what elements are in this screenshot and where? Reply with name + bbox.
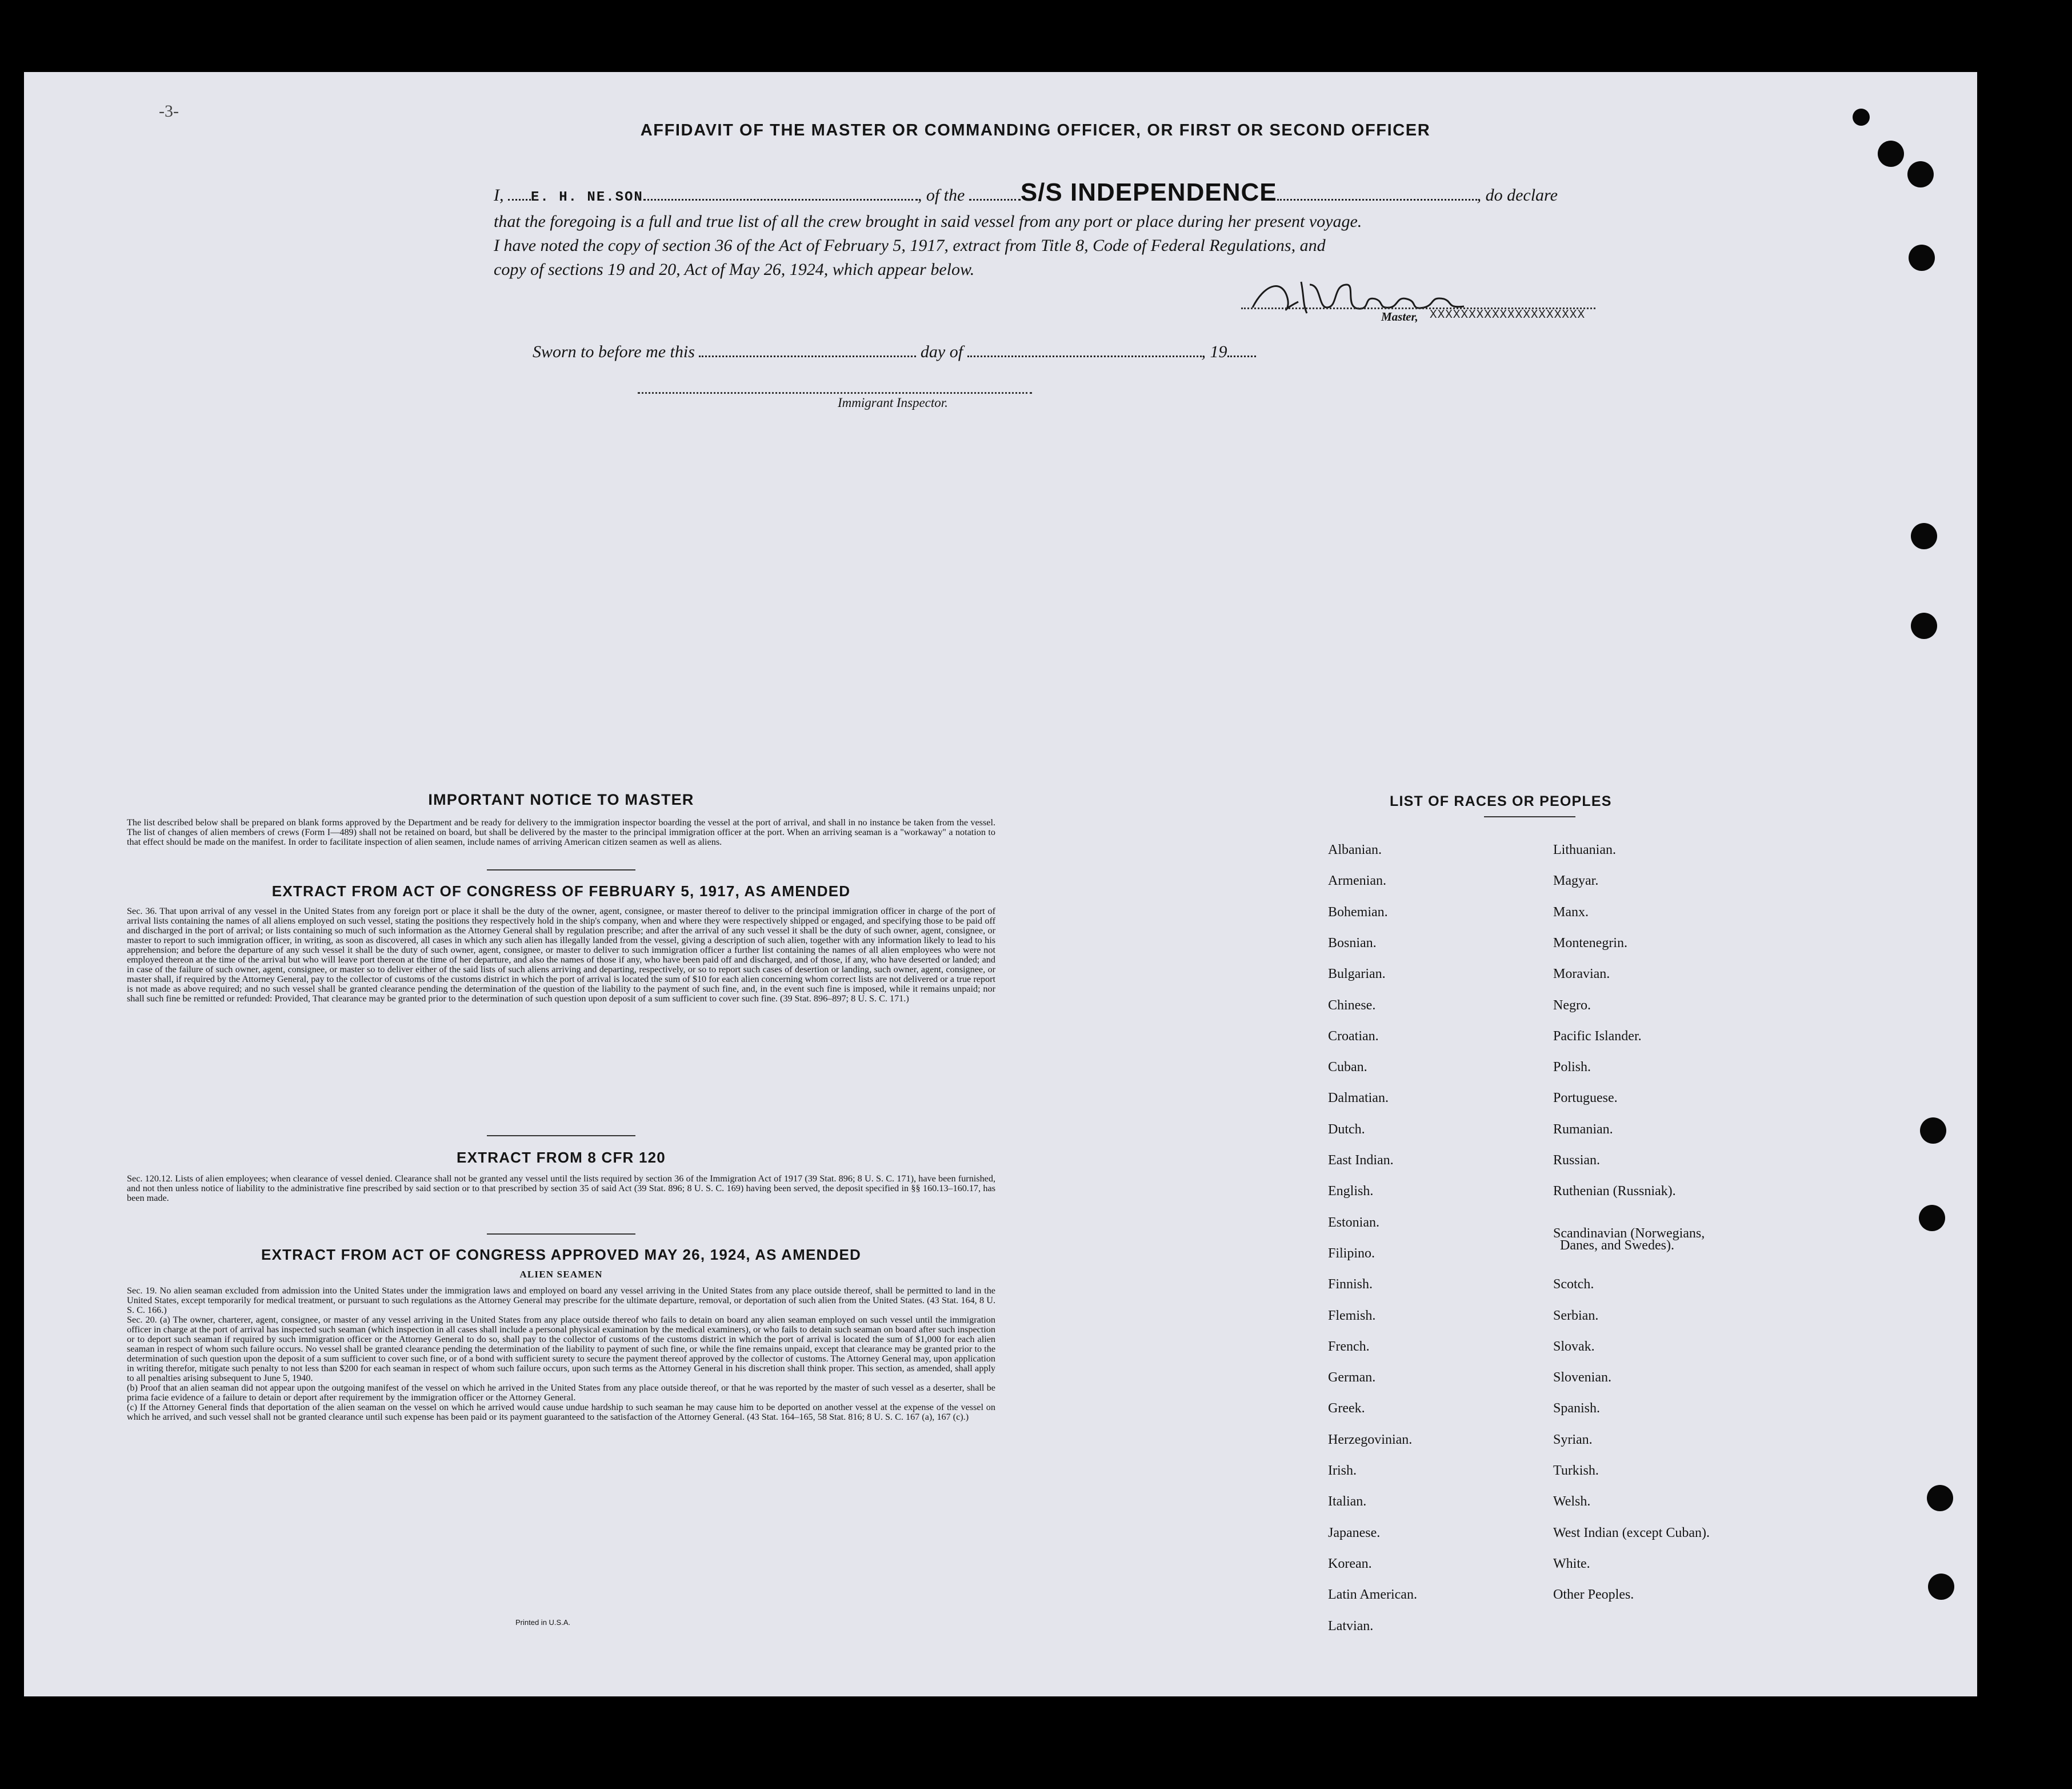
race-item: Scotch. (1553, 1277, 1594, 1292)
punch-hole (1919, 1205, 1945, 1231)
race-item: Ruthenian (Russniak). (1553, 1184, 1676, 1199)
race-item: Pacific Islander. (1553, 1028, 1642, 1044)
race-item: Italian. (1328, 1494, 1367, 1510)
section-20c-paragraph: (c) If the Attorney General finds that deportation of the alien seaman on the vessel on which he arrived would cause undue hardship to such seaman he may cause him to be deported on another vessel at the expense of the vessel on which he arrived, and such vessel shall not be granted clearance until such expense has been paid or its payment guaranteed to the satisfaction of the Attorney General. (43 Stat. 164–165, 58 Stat. 816; 8 U. S. C. 167 (a), 167 (c).) (127, 1402, 995, 1422)
document-page (24, 72, 1977, 1696)
extract-1924-body (127, 1286, 995, 1422)
race-item: Montenegrin. (1553, 935, 1627, 951)
punch-hole (1909, 245, 1935, 271)
race-item: Portuguese. (1553, 1091, 1618, 1106)
race-item: German. (1328, 1370, 1376, 1385)
race-item: Greek. (1328, 1401, 1365, 1416)
inspector-signature-line (638, 392, 1032, 394)
declaration-line-4: copy of sections 19 and 20, Act of May 26, 1924, which appear below. (494, 260, 975, 279)
race-item: Lithuanian. (1553, 842, 1616, 857)
race-item: Korean. (1328, 1556, 1372, 1571)
punch-hole (1911, 613, 1937, 639)
race-item: Latin American. (1328, 1587, 1417, 1603)
race-item: Other Peoples. (1553, 1587, 1634, 1603)
punch-hole (1928, 1574, 1954, 1600)
race-item: Chinese. (1328, 997, 1376, 1013)
race-item-continuation: Danes, and Swedes). (1560, 1237, 1674, 1253)
divider (1484, 816, 1575, 817)
race-item: Estonian. (1328, 1215, 1379, 1230)
race-item: Irish. (1328, 1463, 1357, 1478)
master-label: Master, (1381, 310, 1418, 324)
punch-hole (1907, 161, 1934, 187)
race-item: Turkish. (1553, 1463, 1599, 1478)
divider (487, 1233, 635, 1235)
extract-cfr-title: EXTRACT FROM 8 CFR 120 (457, 1149, 666, 1166)
race-item: Magyar. (1553, 873, 1599, 889)
race-item: Syrian. (1553, 1432, 1593, 1447)
race-item: Cuban. (1328, 1060, 1367, 1075)
race-item: Rumanian. (1553, 1121, 1613, 1137)
race-item: Dutch. (1328, 1121, 1365, 1137)
race-item: Latvian. (1328, 1618, 1374, 1634)
section-20a-paragraph: Sec. 20. (a) The owner, charterer, agent, consignee, or master of any vessel arriving in the United States from any place outside thereof who fails to detain on board any alien seaman employed on such vessel until the immigration officer in charge at the port of arrival has inspected such seaman (which inspection in all cases shall include a personal physical examination by the medical examiners), or who fails to detain such seaman on board after such inspection or to deport such seaman if required by such immigration officer or the Attorney General to do so, shall pay to the collector of customs of the customs district in which the port of arrival is located the sum of $1,000 for each alien seaman in respect of whom such failure occurs. No vessel shall be granted clearance pending the determination of the liability to payment of such fine, or while the fine remains unpaid, except that clearance may be granted prior to the determination of such question upon the deposit of a sum sufficient to cover such fine, or of a bond with sufficient surety to secure the payment thereof approved by the collector of customs. The Attorney General may, upon application in writing therefor, mitigate such penalty to not less than $200 for each seaman in respect of whom such failure occurs, upon such terms as the Attorney General in his discretion shall think proper. This section, as amended, shall apply to all penalties arising subsequent to June 5, 1940. (127, 1315, 995, 1383)
race-item: Bulgarian. (1328, 967, 1386, 982)
extract-cfr-body: Sec. 120.12. Lists of alien employees; when clearance of vessel denied. Clearance shall not be granted any vessel until the lists required by section 36 of the Immigration Act of 1917 (39 Stat. 896; 8 U. S. C. 171), have been furnished, and not then unless notice of liability to the administrative fine prescribed by said section or to that prescribed by section 35 of said Act (39 Stat. 896; 8 U. S. C. 169) having been served, the deposit specified in §§ 160.13–160.17, has been made. (127, 1173, 995, 1203)
alien-seamen-subtitle: ALIEN SEAMEN (519, 1269, 603, 1280)
race-item: Slovenian. (1553, 1370, 1611, 1385)
race-item: Polish. (1553, 1060, 1591, 1075)
vessel-name-stamp: S/S INDEPENDENCE (1020, 178, 1277, 206)
race-item: Flemish. (1328, 1308, 1376, 1323)
race-item: English. (1328, 1184, 1374, 1199)
race-item: Welsh. (1553, 1494, 1591, 1510)
section-20b-paragraph: (b) Proof that an alien seaman did not appear upon the outgoing manifest of the vessel on which he arrived in the United States from any place outside thereof, or that he was reported by the master of such vessel as a deserter, shall be prima facie evidence of a failure to detain or deport after requirement by the immigration officer or the Attorney General. (127, 1383, 995, 1403)
typed-strikeout: XXXXXXXXXXXXXXXXXXXX (1430, 309, 1586, 322)
race-item: Scandinavian (Norwegians, Danes, and Swedes). (1553, 1225, 1705, 1253)
race-item: West Indian (except Cuban). (1553, 1525, 1710, 1540)
race-item: Finnish. (1328, 1277, 1373, 1292)
extract-1924-title: EXTRACT FROM ACT OF CONGRESS APPROVED MAY 26, 1924, AS AMENDED (261, 1246, 862, 1263)
race-item: East Indian. (1328, 1153, 1394, 1168)
punch-hole (1911, 523, 1937, 549)
divider (487, 869, 635, 870)
race-item: Russian. (1553, 1153, 1601, 1168)
divider (487, 1135, 635, 1136)
notice-body: The list described below shall be prepared on blank forms approved by the Department and be ready for delivery to the immigration inspector boarding the vessel at the port of arrival, and shall in no instance be taken from the vessel. The list of changes of alien members of crews (Form I—489) shall not be retained on board, but shall be delivered by the master to the principal immigration officer at the port. When an arriving seaman is a "workaway" a notation to that effect should be made on the manifest. In order to facilitate inspection of alien seamen, include names of arriving American citizen seamen as well as aliens. (127, 817, 995, 847)
race-item: Herzegovinian. (1328, 1432, 1413, 1447)
punch-hole (1920, 1117, 1946, 1144)
race-item: Dalmatian. (1328, 1091, 1389, 1106)
extract-1917-title: EXTRACT FROM ACT OF CONGRESS OF FEBRUARY 5, 1917, AS AMENDED (271, 882, 851, 900)
master-name-typed: E. H. NE.SON (531, 190, 643, 205)
race-item: Bosnian. (1328, 935, 1377, 951)
race-item: Japanese. (1328, 1525, 1381, 1540)
race-item: Filipino. (1328, 1245, 1375, 1261)
sworn-line: Sworn to before me this day of , 19 (533, 341, 1256, 362)
punch-hole (1853, 109, 1870, 126)
race-item: Spanish. (1553, 1401, 1601, 1416)
declaration-line-3: I have noted the copy of section 36 of the Act of February 5, 1917, extract from Title 8, Code of Federal Regulations, and (494, 236, 1326, 255)
race-item: Armenian. (1328, 873, 1386, 889)
page-number: -3- (159, 102, 179, 121)
section-19-paragraph: Sec. 19. No alien seaman excluded from admission into the United States under the immigration laws and employed on board any vessel arriving in the United States from any place outside thereof, shall be permitted to land in the United States, except temporarily for medical treatment, or pursuant to such regulations as the Attorney General may prescribe for the ultimate departure, removal, or deportation of such alien from the United States. (43 Stat. 164, 8 U. S. C. 166.) (127, 1285, 995, 1315)
race-item: Croatian. (1328, 1028, 1379, 1044)
race-item: Negro. (1553, 997, 1591, 1013)
race-item: Manx. (1553, 904, 1589, 920)
declaration-line-2: that the foregoing is a full and true list of all the crew brought in said vessel from any port or place during her present voyage. (494, 212, 1362, 231)
extract-1917-body: Sec. 36. That upon arrival of any vessel in the United States from any foreign port or place it shall be the duty of the owner, agent, consignee, or master thereof to deliver to the principal immigration officer in charge of the port of arrival lists containing the names of all aliens employed on such vessel, stating the positions they respectively hold in the ship's company, when and where they were respectively shipped or engaged, and specifying those to be paid off and discharged in the port of arrival; or lists containing so much of such information as the Attorney General shall by regulation prescribe; and after the arrival of any such vessel it shall be the duty of such owner, agent, consignee, or master to report to such immigration officer, in writing, as soon as discovered, all cases in which any such alien has illegally landed from the vessel, giving a description of such alien, together with any information likely to lead to his apprehension; and before the departure of any such vessel it shall be the duty of such owner, agent, consignee, or master to deliver to such immigration officer a further list containing the names of all alien employees who were not employed thereon at the time of the arrival but who will leave port thereon at the time of her departure, and also the names of those if any, who have been paid off and discharged, and of those, if any, who have deserted or landed; and in case of the failure of such owner, agent, consignee, or master so to deliver either of the said lists of such aliens arriving and departing, respectively, or so to report such cases of desertion or landing, such owner, agent, consignee, or master shall, if required by the Attorney General, pay to the collector of customs of the customs district in which the port of arrival is located the sum of $10 for each alien concerning whom correct lists are not delivered or a true report is not made as above required; and no such vessel shall be granted clearance pending the determination of the question of the liability to the payment of such fine, and, in the event such fine is imposed, while it remains unpaid; nor shall such fine be remitted or refunded: Provided, That clearance may be granted prior to the determination of such question upon deposit of a sum sufficient to cover such fine. (39 Stat. 896–897; 8 U. S. C. 171.) (127, 906, 995, 1004)
race-item: French. (1328, 1339, 1370, 1354)
punch-hole (1927, 1485, 1953, 1511)
race-item: Albanian. (1328, 842, 1382, 857)
inspector-label: Immigrant Inspector. (838, 396, 948, 410)
declaration-block (494, 178, 1602, 282)
punch-hole (1878, 141, 1904, 167)
race-item: White. (1553, 1556, 1590, 1571)
race-item: Moravian. (1553, 967, 1610, 982)
affidavit-title: AFFIDAVIT OF THE MASTER OR COMMANDING OFFICER, OR FIRST OR SECOND OFFICER (640, 121, 1431, 139)
races-title: LIST OF RACES OR PEOPLES (1390, 793, 1612, 809)
race-item: Slovak. (1553, 1339, 1595, 1354)
race-item: Bohemian. (1328, 904, 1388, 920)
race-item: Serbian. (1553, 1308, 1599, 1323)
printed-in-usa: Printed in U.S.A. (515, 1618, 571, 1627)
notice-title: IMPORTANT NOTICE TO MASTER (428, 791, 694, 808)
declaration-line-1: I, E. H. NE.SON , of the S/S INDEPENDENCE , do declare (494, 178, 1558, 206)
